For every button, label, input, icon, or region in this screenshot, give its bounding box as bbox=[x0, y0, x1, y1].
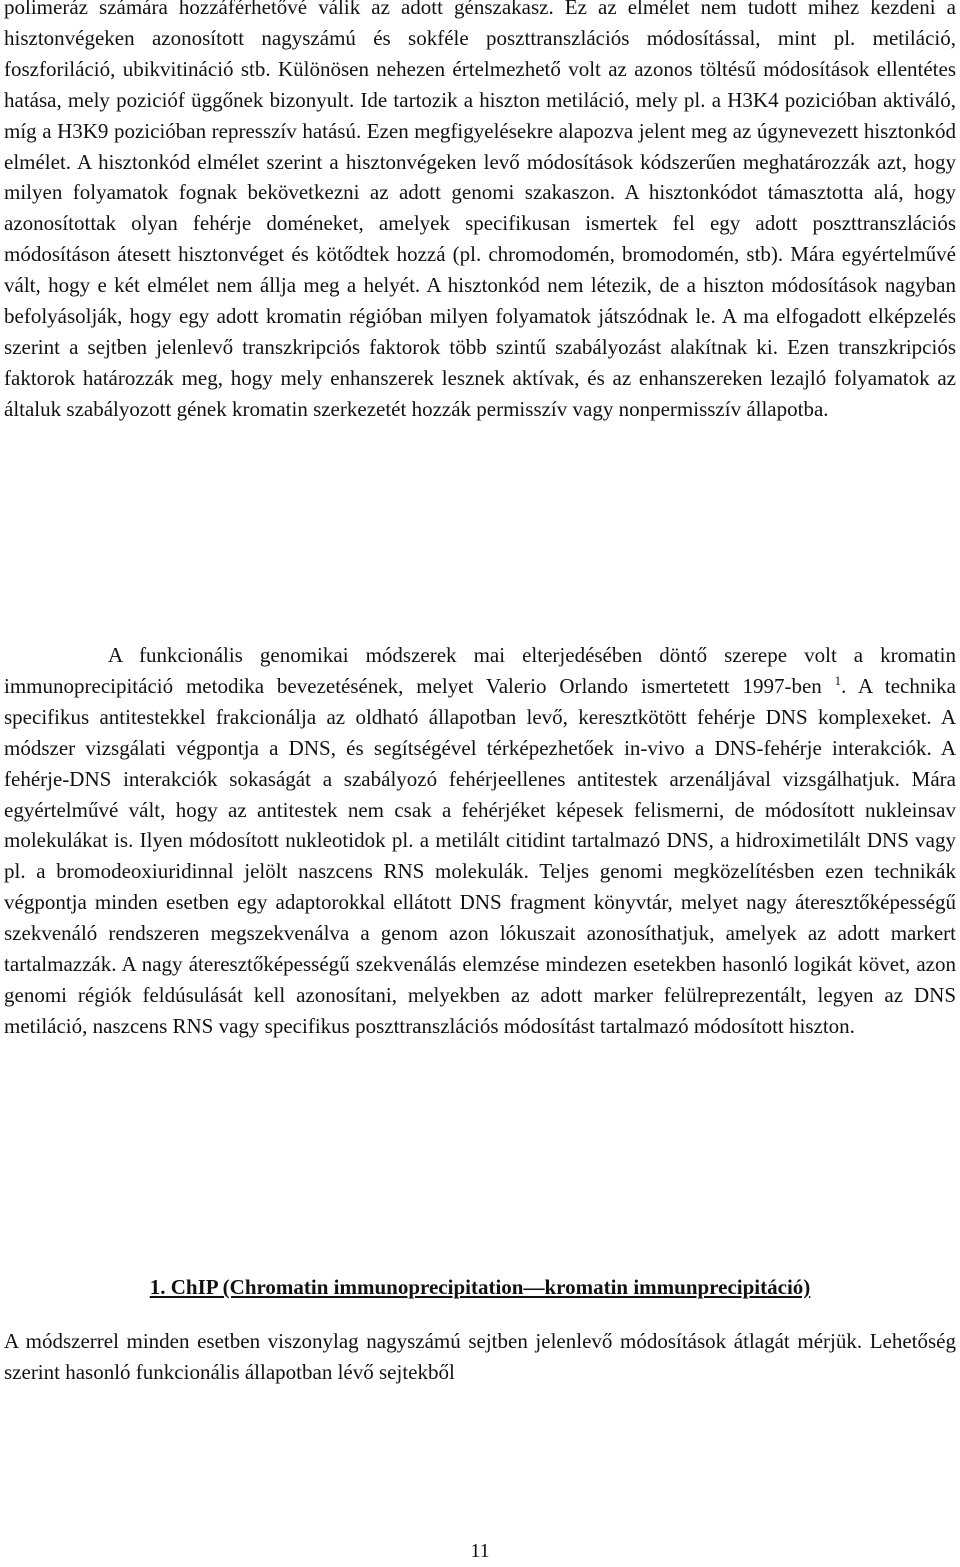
page-number: 11 bbox=[470, 1540, 490, 1562]
paragraph-method: A módszerrel minden esetben viszonylag nagyszámú sejtben jelenlevő módosítások átlagát mérjük. Lehetőség szerint hasonló funkcionális állapotban lévő sejtekből bbox=[4, 1329, 956, 1384]
section-heading: 1. ChIP (Chromatin immunoprecipitation—kromatin immunprecipitáció) bbox=[149, 1275, 811, 1299]
footnote-reference[interactable]: 1 bbox=[834, 672, 842, 688]
paragraph-text-part: A funkcionális genomikai módszerek mai elterjedésében döntő szerepe volt a kromatin immunoprecipitáció metodika bevezetésének, melyet Valerio Orlando ismertetett 1997-ben bbox=[4, 643, 956, 698]
paragraph-text-part: . A technika specifikus antitestekkel frakcionálja az oldható állapotban levő, keresztkötött fehérje DNS komplexeket. A módszer vizsgálati végpontja a DNS, és segítségével térképezhetőek in-vivo a DNS-fehérje interakciók. A fehérje-DNS interakciók sokaságát a szabályozó fehérjeellenes antitestek arzenáljával vizsgálhatjuk. Mára egyértelművé vált, hogy az antitestek nem csak a fehérjéket képesek felismerni, de módosított nukleinsav molekulákat is. Ilyen módosított nukleotidok pl. a metilált citidint tartalmazó DNS, a hidroximetilált DNS vagy pl. a bromodeoxiuridinnal jelölt naszcens RNS molekulák. Teljes genomi megközelítésben ezen technikák végpontja minden esetben egy adaptorokkal ellátott DNS fragment könyvtár, melyet nagy áteresztőképességű szekvenáló rendszeren megszekvenálva a genom azon lókuszait azonosíthatjuk, amelyek az adott markert tartalmazzák. A nagy áteresztőképességű szekvenálás elemzése mindezen esetekben hasonló logikát követ, azon genomi régiók feldúsulását kell azonosítani, melyekben az adott marker felülreprezentált, legyen az DNS metiláció, naszcens RNS vagy specifikus poszttranszlációs módosítást tartalmazó módosított hiszton. bbox=[4, 673, 957, 1038]
paragraph-chip-introduction bbox=[4, 640, 956, 1042]
paragraph-histone-code: polimeráz számára hozzáférhetővé válik az adott génszakasz. Ez az elmélet nem tudott mihez kezdeni a hisztonvégeken azonosított nagyszámú és sokféle poszttranszlációs módosítással, mint pl. metiláció, foszforiláció, ubikvitináció stb. Különösen nehezen értelmezhető volt az azonos töltésű módosítások ellentétes hatása, mely pozicióf üggőnek bizonyult. Ide tartozik a hiszton metiláció, mely pl. a H3K4 pozicióban aktiváló, míg a H3K9 pozicióban represszív hatású. Ezen megfigyelésekre alapozva jelent meg az úgynevezett hisztonkód elmélet. A hisztonkód elmélet szerint a hisztonvégeken levő módosítások kódszerűen meghatározzák azt, hogy milyen folyamatok fognak bekövetkezni az adott genomi szakaszon. A hisztonkódot támasztotta alá, hogy azonosítottak olyan fehérje doméneket, amelyek specifikusan ismertek fel egy adott poszttranszlációs módosításon átesett hisztonvéget és kötődtek hozzá (pl. chromodomén, bromodomén, stb). Mára egyértelművé vált, hogy e két elmélet nem állja meg a helyét. A hisztonkód nem létezik, de a hiszton módosítások nagyban befolyásolják, hogy egy adott kromatin régióban milyen folyamatok játszódnak le. A ma elfogadott elképzelés szerint a sejtben jelenlevő transzkripciós faktorok több szintű szabályozást alakítnak ki. Ezen transzkripciós faktorok határozzák meg, hogy mely enhanszerek lesznek aktívak, és az enhanszereken lezajló folyamatok az általuk szabályozott gének kromatin szerkezetét hozzák permisszív vagy nonpermisszív állapotba. bbox=[4, 0, 956, 421]
